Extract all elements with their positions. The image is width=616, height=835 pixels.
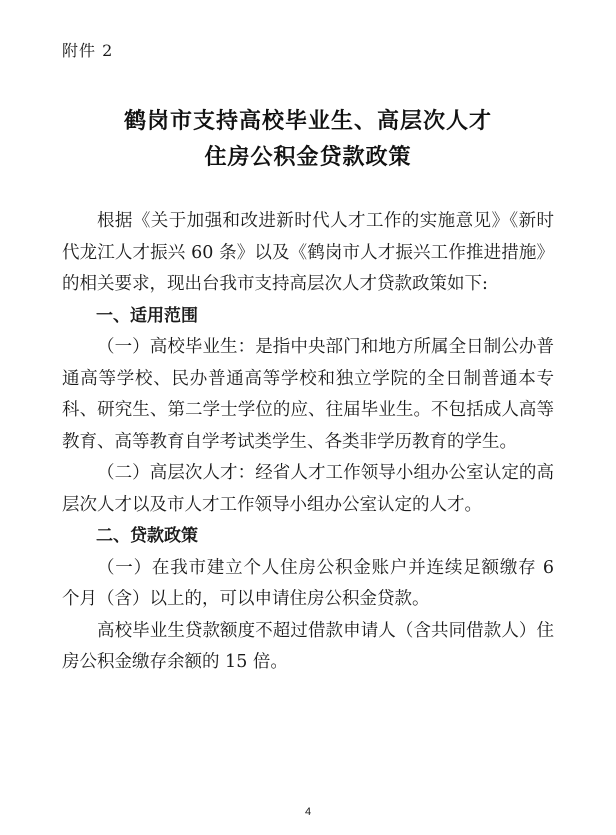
- intro-paragraph: 根据《关于加强和改进新时代人才工作的实施意见》《新时代龙江人才振兴 60 条》以及《鹤岗市人才振兴工作推进措施》的相关要求，现出台我市支持高层次人才贷款政策如下:: [62, 211, 554, 294]
- document-body: [62, 206, 554, 679]
- document-title-line-2: 住房公积金贷款政策: [204, 145, 412, 170]
- document-title-line-1: 鹤岗市支持高校毕业生、高层次人才: [123, 109, 492, 134]
- scope-graduates-paragraph: （一）高校毕业生：是指中央部门和地方所属全日制公办普通高等学校、民办普通高等学校和独立学院的全日制普通本专科、研究生、第二学士学位的应、往届毕业生。不包括成人高等教育、高等教育自学考试类学生、各类非学历教育的学生。: [62, 337, 554, 452]
- page-number: 4: [304, 806, 312, 818]
- section-heading-scope: 一、适用范围: [96, 305, 198, 326]
- scope-talent-paragraph: （二）高层次人才：经省人才工作领导小组办公室认定的高层次人才以及市人才工作领导小组办公室认定的人才。: [62, 463, 554, 515]
- section-heading-loan-policy: 二、贷款政策: [96, 526, 198, 546]
- attachment-label: 附件 2: [62, 41, 114, 60]
- loan-eligibility-paragraph: （一）在我市建立个人住房公积金账户并连续足额缴存 6 个月（含）以上的，可以申请住房公积金贷款。: [62, 557, 554, 609]
- loan-limit-paragraph: 高校毕业生贷款额度不超过借款申请人（含共同借款人）住房公积金缴存余额的 15 倍。: [62, 620, 554, 672]
